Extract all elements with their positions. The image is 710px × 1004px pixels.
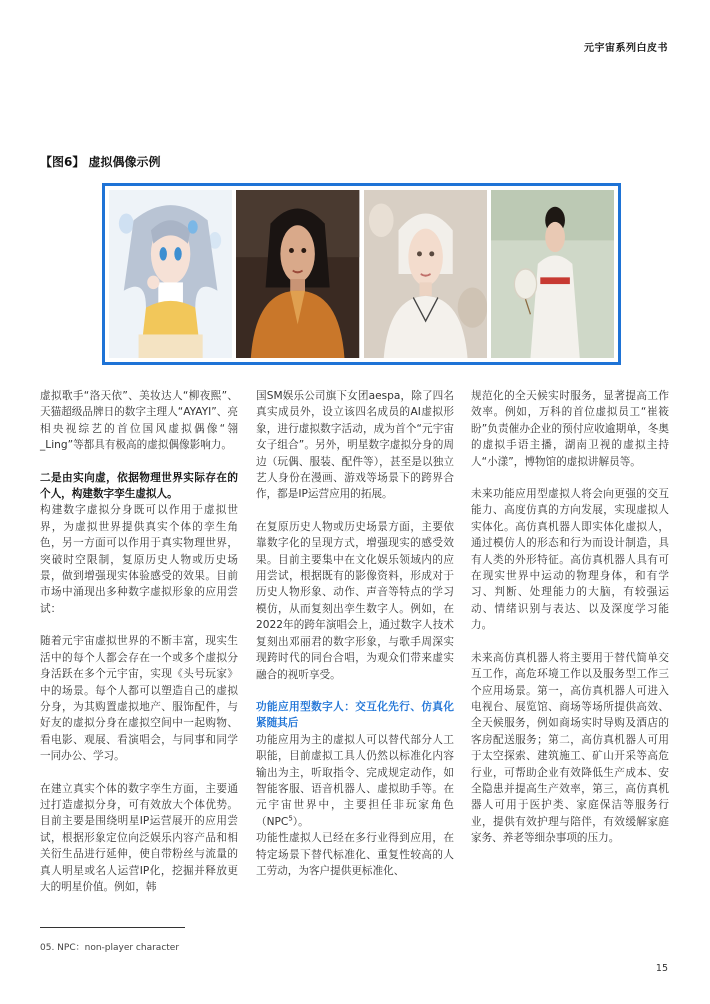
figure-image-strip bbox=[102, 183, 621, 365]
figure-caption: 【图6】 虚拟偶像示例 bbox=[40, 155, 161, 169]
section-heading: 功能应用型数字人：交互化先行、仿真化紧随其后 bbox=[256, 700, 454, 730]
paragraph-text: ）。 bbox=[292, 815, 309, 828]
footnote-divider bbox=[40, 927, 185, 928]
paragraph: 在复原历史人物或历史场景方面，主要依靠数字化的呈现方式，增强现实的感受效果。目前主要集中在文化娱乐领域内的应用尝试，根据既有的影像资料，形成对于历史人物形象、动作、声音等特点的学习模仿，从而复刻出孪生数字人。例如，在2022年的跨年演唱会上，通过数字人技术复刻出邓丽君的数字形象，与歌手周深实现跨时代的同台合唱，为观众们带来虚实融合的视听享受。 bbox=[256, 520, 454, 681]
paragraph: 未来高仿真机器人将主要用于替代简单交互工作，高危环境工作以及服务型工作三个应用场景。第一，高仿真机器人可进入电视台、展览馆、商场等场所提供高效、全天候服务，例如商场实时导购及酒店的客房配送服务；第二，高仿真机器人可用于太空探索、建筑施工、矿山开采等高危行业，可帮助企业有效降低生产成本、安全隐患并提高生产效率，第三，高仿真机器人可用于医护类、家庭保洁等服务行业，提供有效护理与陪伴，有效缓解家庭家务、养老等细杂事项的压力。 bbox=[471, 651, 669, 845]
footnote-marker: 5 bbox=[288, 814, 293, 823]
document-header-title: 元宇宙系列白皮书 bbox=[584, 43, 668, 54]
page-number: 15 bbox=[655, 963, 668, 974]
paragraph: 虚拟歌手“洛天依”、美妆达人“柳夜熙”、天猫超级品牌日的数字主理人“AYAYI”、亮相央视综艺的首位国风虚拟偶像“翎_Ling”等都具有极高的虚拟偶像影响力。 bbox=[40, 390, 238, 452]
paragraph: 随着元宇宙虚拟世界的不断丰富，现实生活中的每个人都会存在一个或多个虚拟分身活跃在多个元宇宙，实现《头号玩家》中的场景。每个人都可以塑造自己的虚拟分身，为其购置虚拟地产、服饰配件，与好友的虚拟分身在虚拟空间中一起购物、看电影、观展、看演唱会，与同事和同学一同办公、学习。 bbox=[40, 635, 238, 763]
paragraph: 规范化的全天候实时服务，显著提高工作效率。例如，万科的首位虚拟员工“崔筱盼”负责催办企业的预付应收逾期单，冬奥的虚拟手语主播，湖南卫视的虚拟主持人“小漾”，博物馆的虚拟讲解员等。 bbox=[471, 390, 669, 468]
paragraph: 在建立真实个体的数字孪生方面，主要通过打造虚拟分身，可有效放大个体优势。目前主要是围绕明星IP运营展开的应用尝试，根据形象定位向泛娱乐内容产品和相关衍生品进行延伸，使自带粉丝与流量的真人明星或名人运营IP化，挖掘并释放更大的明星价值。例如，韩 bbox=[40, 782, 238, 893]
digital-human-woman-white-dress-image bbox=[491, 190, 614, 358]
paragraph bbox=[256, 732, 454, 830]
anime-virtual-singer-image bbox=[109, 190, 232, 358]
section-heading: 二是由实向虚，依据物理世界实际存在的个人，构建数字孪生虚拟人。 bbox=[40, 471, 238, 501]
text-column-3 bbox=[471, 388, 669, 863]
paragraph-text: 功能应用为主的虚拟人可以替代部分人工职能，目前虚拟工具人仍然以标准化内容输出为主，听取指令、完成规定动作，如智能客服、语音机器人、虚拟助手等。在元宇宙世界中，主要担任非玩家角色（NPC bbox=[256, 733, 454, 828]
paragraph: 未来功能应用型虚拟人将会向更强的交互能力、高度仿真的方向发展，实现虚拟人实体化。高仿真机器人即实体化虚拟人，通过模仿人的形态和行为而设计制造，具有人类的外形特征。高仿真机器人具有可在现实世界中运动的物理身体，和有学习、判断、处理能力的大脑，有较强运动、情绪识别与表达、以及深度学习能力。 bbox=[471, 488, 669, 632]
paragraph: 构建数字虚拟分身既可以作用于虚拟世界，为虚拟世界提供真实个体的孪生角色，另一方面可以作用于真实物理世界，突破时空限制，复原历史人物或历史场景，做到增强现实体验感受的效果。目前市场中涌现出多种数字虚拟形象的应用尝试： bbox=[40, 504, 238, 615]
digital-human-woman-orange-robe-image bbox=[236, 190, 359, 358]
text-column-1 bbox=[40, 388, 238, 911]
paragraph: 功能性虚拟人已经在多行业得到应用，在特定场景下替代标准化、重复性较高的人工劳动，为客户提供更标准化、 bbox=[256, 832, 454, 877]
text-column-2 bbox=[256, 388, 454, 895]
digital-human-woman-white-hair-image bbox=[364, 190, 487, 358]
paragraph: 国SM娱乐公司旗下女团aespa，除了四名真实成员外，设立该四名成员的AI虚拟形象，进行虚拟数字活动，成为首个“元宇宙女子组合”。另外，明星数字虚拟分身的周边（玩偶、服装、配件等），甚至是以独立艺人身份在漫画、游戏等场景下的跨界合作，都是IP运营应用的拓展。 bbox=[256, 390, 454, 501]
footnote: 05. NPC：non-player character bbox=[40, 943, 180, 953]
